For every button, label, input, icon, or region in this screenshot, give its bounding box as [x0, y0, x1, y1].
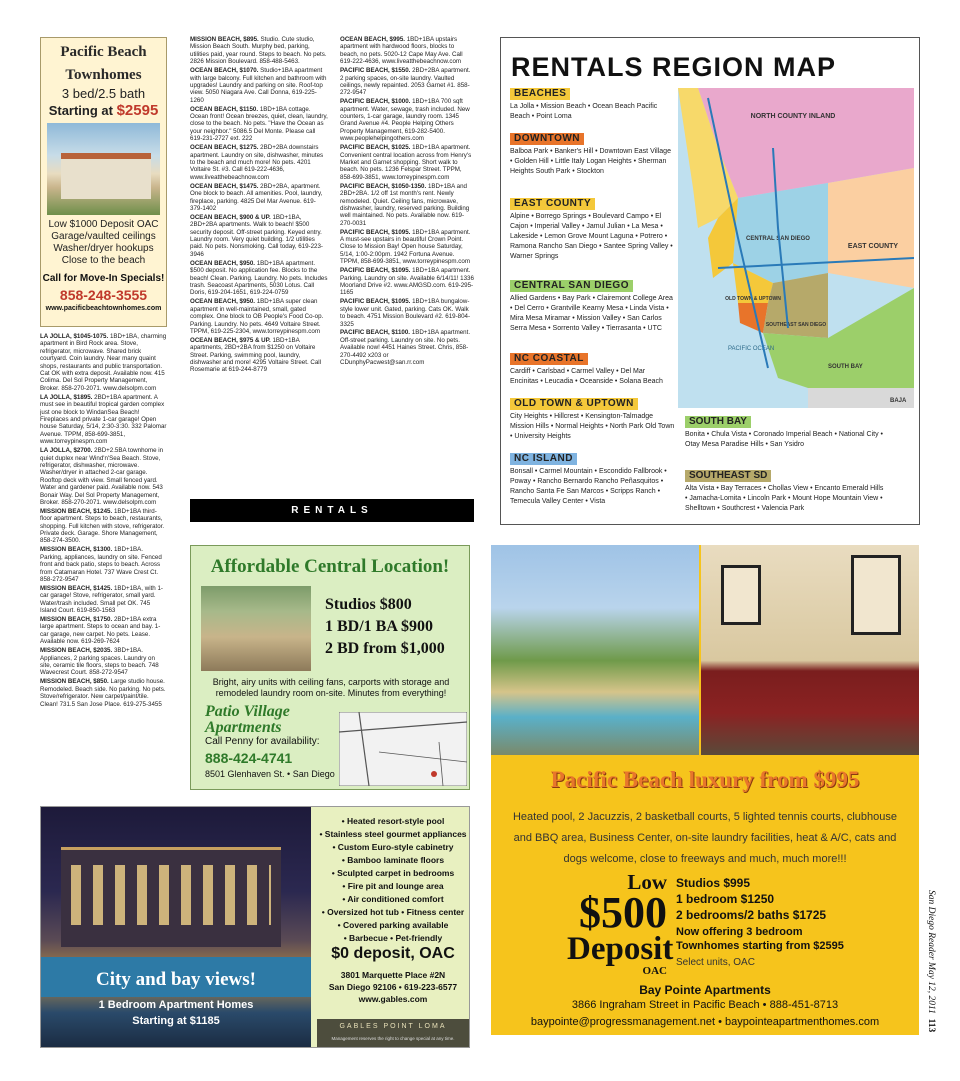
living-room-photo	[701, 545, 919, 755]
fine-print: Management reserves the right to change special at any time.	[331, 1036, 455, 1041]
listing-heading: PACIFIC BEACH, $1095.	[340, 298, 411, 306]
classified-listing	[40, 585, 167, 615]
region-heading: DOWNTOWN	[510, 133, 584, 145]
feature-line: • Heated resort-style pool	[341, 816, 445, 826]
listing-text: Studio. Cute studio, Mission Beach South. Murphy bed, parking, utilities paid, year round. Steps to beach. No pets. 2826 Mission Boulevard. 858-488-5463.	[190, 36, 327, 66]
classified-listing	[190, 106, 328, 143]
classified-listing	[340, 229, 474, 266]
map-title: RENTALS REGION MAP	[511, 52, 837, 82]
pacific-beach-townhomes-ad	[40, 37, 167, 327]
classified-listing	[190, 260, 328, 297]
pool-palms-photo	[491, 545, 699, 755]
offer-line: Townhomes starting from $2595	[676, 940, 844, 952]
low-label: Low	[627, 870, 667, 894]
classified-listing	[190, 214, 328, 258]
listing-heading: MISSION BEACH, $2035.	[40, 647, 113, 655]
feature-line: • Sculpted carpet in bedrooms	[331, 868, 455, 878]
phone-number[interactable]: 888-424-4741	[205, 750, 293, 766]
listing-heading: PACIFIC BEACH, $1100.	[340, 329, 411, 337]
listing-heading: MISSION BEACH, $1750.	[40, 616, 113, 624]
classified-listing	[340, 144, 474, 181]
feature-line: Close to the beach	[61, 255, 146, 266]
region-block	[510, 133, 675, 177]
listing-text: 1BD+1BA apartment. $500 deposit. No application fee. Blocks to the beach! Clean. Parking. Laundry. No pets. Includes trash. Seacoast Apartments, 5030 Lotus. Call Doris, 619-204-1651, 619-224-0759	[190, 259, 328, 297]
region-heading: NC COASTAL	[510, 353, 588, 365]
listing-heading: MISSION BEACH, $895.	[190, 36, 259, 43]
listings-column-3	[340, 36, 474, 494]
address-block	[317, 969, 469, 1005]
classified-listing	[340, 98, 474, 142]
listing-text: 1BD+1BA upstairs apartment with hardwood floors, blocks to beach, no pets. 5020-12 Cape May Ave. Call 619-222-4636, www.liveatthebeachnow.com	[340, 36, 463, 66]
region-block	[510, 280, 675, 334]
listing-text: 1BD+1BA bungalow-style lower unit. Gated, parking. Cats OK. Walk to beach. 4751 Mission Boulevard #2. 619-804-3325	[340, 298, 471, 328]
feature-line: • Barbecue • Pet-friendly	[343, 933, 443, 943]
gables-point-loma-ad	[40, 806, 470, 1048]
listing-heading: OCEAN BEACH, $1070.	[190, 67, 259, 75]
listing-text: 1BD+1BA, 2BD+2BA apartments. Walk to beach! $500 security deposit. Off-street parking. Keyed entry. Laundry room. Very quiet building. 1/2 utilities paid. No pets. Nonsmoking. Call today, 619-223-3946	[190, 213, 323, 258]
feature-line: • Stainless steel gourmet appliances	[319, 829, 467, 839]
region-areas: Alta Vista • Bay Terraces • Chollas View • Encanto Emerald Hills • Jamacha-Lomita • Lincoln Park • Mount Hope Mountain View • Shelltown • Southcrest • Valencia Park	[685, 485, 884, 512]
wall-art	[721, 565, 761, 625]
listing-heading: LA JOLLA, $2700.	[40, 447, 93, 455]
price-list	[676, 875, 826, 923]
ad-description: Heated pool, 2 Jacuzzis, 2 basketball courts, 5 lighted tennis courts, clubhouse and BBQ area, Business Center, on-site laundry facilities, heat & A/C, cats and dogs welcome, close to freeways and much, much more!!!	[512, 811, 897, 865]
listings-column-1	[40, 333, 167, 793]
listing-text: 2BD+1BA apartment. A must see in beautiful tropical garden complex just one block to WindanSea Beach! Fireplaces and private 1-car garage! Open house Saturday, 5/14, 2:30-3:30. 332 Palomar Avenue. TPPM, 858-699-3851, www.torreypinespm.com	[40, 393, 167, 446]
price-line: 1 BD/1 BA $900	[325, 618, 434, 635]
classified-listing	[340, 329, 474, 366]
region-heading: SOUTHEAST SD	[685, 470, 771, 482]
rentals-section-bar: RENTALS	[190, 499, 474, 522]
feature-line: • Air conditioned comfort	[342, 894, 444, 904]
listing-text: 1BD+1BA apartment. Off-street parking. Laundry on site. No pets. Available now! 4451 Haines Street. Chris, 858-270-4492 x203 or CDunphyPacwest@san.rr.com	[340, 329, 471, 367]
region-block	[510, 198, 675, 262]
classified-listing	[340, 36, 474, 66]
oac-label: OAC	[642, 965, 667, 977]
region-block	[685, 470, 885, 514]
region-block	[510, 88, 675, 122]
ad-subhead	[41, 997, 311, 1029]
deposit-text: $0 deposit, OAC	[331, 945, 455, 962]
map-label: SOUTH BAY	[828, 364, 863, 370]
website-link[interactable]: www.pacificbeachtownhomes.com	[45, 305, 162, 312]
region-areas: Balboa Park • Banker's Hill • Downtown East Village • Golden Hill • Little Italy Logan Heights • Sherman Heights South Park • Stockton	[510, 148, 671, 175]
feature-line: • Covered parking available	[337, 920, 449, 930]
townhome-photo	[47, 123, 160, 215]
patio-village-ad	[190, 545, 470, 790]
listing-text: 1BD+1BA apartment. Parking. Laundry on site. Available 6/14/11! 1336 Moorland Drive #2. www.AMGSD.com. 619-295-1165	[340, 267, 474, 297]
region-heading: CENTRAL SAN DIEGO	[510, 280, 633, 292]
classified-listing	[40, 616, 167, 646]
feature-line: • Oversized hot tub • Fitness center	[321, 907, 465, 917]
map-label: OLD TOWN & UPTOWN	[725, 296, 781, 302]
gables-logo	[317, 1019, 469, 1048]
address-line: 3866 Ingraham Street in Pacific Beach • 888-451-8713	[571, 999, 839, 1011]
region-block	[510, 398, 675, 442]
classified-listing	[40, 647, 167, 677]
publication-date: San Diego Reader May 12, 2011	[926, 890, 936, 1014]
brand-line: Apartments	[205, 719, 282, 736]
listing-heading: PACIFIC BEACH, $1025.	[340, 144, 411, 152]
listing-heading: MISSION BEACH, $1245.	[40, 507, 113, 515]
map-label: CENTRAL SAN DIEGO	[746, 236, 810, 242]
classified-listing	[190, 36, 328, 66]
listing-heading: OCEAN BEACH, $1150.	[190, 105, 259, 113]
deposit-label: Deposit	[567, 931, 674, 967]
listing-text: 2BD+2BA apartment. 2 parking spaces, on-site laundry. Vaulted ceilings, newly repainted. 2053 Garnet #1. 858-272-9547	[340, 67, 471, 97]
listing-text: 2BD+2.5BA townhome in quiet duplex near Wind'n'Sea Beach. Stove, refrigerator, dishwasher, microwave. Washer/dryer in attached 2-car garage. Rooftop deck with view. Small fenced yard. Water and gardener paid. Available now. 543 Bonair Way. Del Sol Property Management, Broker. 858-270-2071. www.delsolpm.com	[40, 447, 164, 506]
region-areas: Cardiff • Carlsbad • Carmel Valley • Del Mar Encinitas • Leucadia • Oceanside • Solana Beach	[510, 368, 663, 385]
contact-links[interactable]: baypointe@progressmanagement.net • baypointeapartmenthomes.com	[530, 1016, 880, 1028]
building-graphic	[61, 847, 281, 947]
region-heading: SOUTH BAY	[685, 416, 751, 428]
brand-line: Patio Village	[205, 703, 290, 720]
price-list	[325, 594, 445, 660]
listing-heading: MISSION BEACH, $850.	[40, 678, 109, 686]
listing-text: 1BD+1BA third-floor apartment. Steps to beach, restaurants, shopping. Full kitchen with stove, refrigerator. Private deck. Garage. Shore Management, 858-274-3500.	[40, 507, 165, 545]
address-line: San Diego 92106 • 619-223-6577	[328, 982, 458, 992]
address-line: 3801 Marquette Place #2N	[340, 970, 446, 980]
map-label: NORTH COUNTY INLAND	[750, 113, 836, 120]
region-areas: La Jolla • Mission Beach • Ocean Beach Pacific Beach • Point Loma	[510, 103, 658, 120]
region-areas: Bonita • Chula Vista • Coronado Imperial Beach • National City • Otay Mesa Paradise Hills • San Ysidro	[685, 431, 883, 448]
map-label: EAST COUNTY	[847, 243, 899, 250]
subhead-line: Starting at $1185	[132, 1015, 220, 1027]
feature-line: • Bamboo laminate floors	[341, 855, 445, 865]
listing-heading: PACIFIC BEACH, $1050-1350.	[340, 182, 427, 190]
region-areas: City Heights • Hillcrest • Kensington-Talmadge Mission Hills • Normal Heights • North Park Old Town • University Heights	[510, 413, 675, 440]
wall-art	[851, 555, 901, 635]
region-heading: EAST COUNTY	[510, 198, 595, 210]
listing-text: 1BD+1BA, with 1-car garage! Stove, refrigerator, small yard. Water/trash included. Small pet OK. 745 Island Court. 619-850-1563	[40, 584, 163, 615]
phone-number[interactable]: 858-248-3555	[59, 287, 148, 303]
deposit-callout	[567, 870, 674, 977]
classified-listing	[40, 508, 167, 545]
listing-text: 2BD+1BA extra large apartment. Steps to ocean and bay. 1-car garage, new carpet. No pets. Lease. Available now. 619-269-7624	[40, 616, 161, 646]
listing-heading: OCEAN BEACH, $950.	[190, 259, 255, 267]
bay-pointe-ad	[491, 545, 919, 1035]
ad-title-line2: Townhomes	[65, 67, 142, 83]
listing-text: 1BD+1BA apartments, 2BD+2BA from $1250 on Voltaire Street. Parking, swimming pool, laundry, dishwasher and more! 4295 Voltaire Street. Call Rosemarie at 619-244-8779	[190, 336, 322, 374]
classified-listing	[190, 67, 328, 104]
ad-title-line1: Pacific Beach	[60, 44, 147, 60]
listings-column-2	[190, 36, 328, 494]
feature-line: Garage/vaulted ceilings	[51, 231, 156, 242]
price-line: 2 bedrooms/2 baths $1725	[676, 908, 827, 922]
logo-text: GABLES POINT LOMA	[339, 1023, 447, 1030]
listing-text: 1BD+1BA. Parking, appliances, laundry on site. Fenced front and back patio, steps to beach. Across from Catamaran Hotel. 737 Wave Crest Ct. 858-272-9547	[40, 546, 162, 583]
listing-text: Large studio house. Remodeled. Beach side. No parking. No pets. Stove/refrigerator. New carpet/paint/tile. Clean! 731.5 San Jose Place. 619-275-3455	[40, 678, 166, 708]
location-mini-map	[339, 712, 467, 786]
listing-heading: PACIFIC BEACH, $1095.	[340, 228, 411, 236]
listing-heading: OCEAN BEACH, $1475.	[190, 182, 259, 190]
region-block	[510, 353, 675, 387]
listing-text: 3BD+1BA. Appliances, 2 parking spaces. Laundry on site, ceramic tile floors, steps to beach. 748 Wavecrest Court. 858-272-9547	[40, 647, 159, 677]
feature-list	[317, 815, 469, 945]
ad-beds: 3 bed/2.5 bath	[61, 86, 146, 101]
folio-text	[926, 890, 936, 1032]
classified-listing	[190, 183, 328, 213]
page-folio	[912, 890, 942, 1040]
listing-heading: OCEAN BEACH, $1275.	[190, 144, 259, 152]
website-link[interactable]: www.gables.com	[358, 994, 428, 1004]
listing-text: Studio+1BA apartment with large balcony. Full kitchen and bathroom with upgrades! Laundry and parking on site. Roof-top view. 5050 Niagara Ave. Call Donna, 619-225-1260	[190, 67, 327, 104]
listing-heading: OCEAN BEACH, $975 & UP.	[190, 336, 271, 344]
price-line: 1 bedroom $1250	[676, 892, 775, 906]
ad-headline: Pacific Beach luxury from $995	[550, 767, 860, 792]
listing-heading: OCEAN BEACH, $995.	[340, 36, 405, 43]
price-line: Studios $800	[325, 596, 412, 613]
ad-headline: Affordable Central Location!	[210, 556, 450, 577]
call-text: Call Penny for availability:	[205, 736, 320, 747]
listing-text: 1BD+1BA, charming apartment in Bird Rock area. Stove, refrigerator, microwave. Shared brick courtyard. Coin laundry. Near many quaint shops, restaurants and public transportation. Cat OK with extra deposit. Available now. 415 Colima. Del Sol Property Management, Broker. 858-270-2071. www.delsolpm.com	[40, 333, 167, 392]
classified-listing	[340, 298, 474, 328]
map-label: BAJA	[890, 398, 907, 404]
call-text: Call for Move-In Specials!	[42, 273, 165, 284]
classified-listing	[40, 678, 167, 708]
feature-line: • Custom Euro-style cabinetry	[332, 842, 454, 852]
ad-headline: City and bay views!	[96, 969, 256, 990]
classified-listing	[40, 394, 167, 446]
ad-description: Bright, airy units with ceiling fans, carports with storage and remodeled laundry room on-site. Minutes from everything!	[212, 677, 450, 698]
offer-text	[676, 925, 844, 953]
classified-listing	[40, 546, 167, 583]
classified-listing	[190, 298, 328, 335]
offer-line: Now offering 3 bedroom	[676, 926, 803, 938]
listing-text: 1BD+1BA apartment. Convenient central location across from Henry's Market and Garnet shopping. Short walk to beach. No pets. 1236 Felspar Street. TPPM, 858-699-3851, www.torreypinespm.com	[340, 144, 472, 181]
listing-text: 1BD+1BA apartment. A must-see upstairs in beautiful Crown Point. Close to Mission Bay! Open house Saturday, 5/14, 1:00-2:00pm. 1942 Fortuna Avenue. TPPM, 858-699-3851, www.torreypinespm.com	[340, 228, 471, 266]
listing-text: 1BD+1BA and 2BD+2BA. 1/2 off 1st month's rent. Newly remodeled. Quiet. Ceiling fans, microwave, dishwasher, laundry, reserved parking. Building well maintained. No pets. Available now. 619-270-0031	[340, 182, 470, 227]
ad-features	[41, 219, 166, 267]
classified-listing	[40, 447, 167, 506]
listing-heading: OCEAN BEACH, $900 & UP.	[190, 213, 271, 221]
region-map-graphic	[678, 88, 914, 408]
courtyard-photo	[201, 586, 311, 671]
listing-heading: PACIFIC BEACH, $1550.	[340, 67, 411, 75]
listing-heading: MISSION BEACH, $1425.	[40, 584, 113, 592]
region-areas: Bonsall • Carmel Mountain • Escondido Fallbrook • Poway • Rancho Bernardo Rancho Peñasquitos • Rancho Santa Fe San Marcos • Scripps Ranch • Temecula Valley Center • Vista	[510, 468, 667, 505]
classified-listing	[340, 267, 474, 297]
address: 8501 Glenhaven St. • San Diego	[205, 769, 335, 779]
region-heading: OLD TOWN & UPTOWN	[510, 398, 638, 410]
listing-heading: PACIFIC BEACH, $1095.	[340, 267, 411, 275]
region-block	[510, 453, 675, 507]
classified-listing	[340, 67, 474, 97]
region-heading: BEACHES	[510, 88, 570, 100]
feature-line: Washer/dryer hookups	[53, 243, 154, 254]
map-label: PACIFIC OCEAN	[728, 346, 775, 352]
select-units-note: Select units, OAC	[676, 957, 755, 968]
feature-line: • Fire pit and lounge area	[342, 881, 444, 891]
classified-listing	[40, 333, 167, 392]
rentals-region-map	[500, 37, 920, 525]
ad-starting	[41, 102, 166, 119]
east-county-area	[828, 168, 914, 288]
central-san-diego-area	[733, 183, 828, 283]
listing-text: 1BD+1BA cottage. Ocean front! Ocean breezes, quiet, clean, laundry, close to the beach. No pets. "Have the Ocean as your neighbor." 5086.5 Del Monte. Please call 619-231-2727 ext. 222	[190, 105, 328, 143]
map-label: SOUTHEAST SAN DIEGO	[765, 322, 827, 328]
page-number: 113	[926, 1018, 936, 1033]
region-block	[685, 416, 885, 450]
deposit-amount: $500	[579, 888, 667, 937]
listing-heading: OCEAN BEACH, $950.	[190, 298, 255, 306]
price-line: Studios $995	[676, 876, 751, 890]
feature-line: Low $1000 Deposit OAC	[48, 219, 159, 230]
listing-text: 1BD+1BA 700 sqft apartment. Water, sewage, trash included. New counters, 1-car garage, laundry room. 1345 Grand Avenue #4. People Helping Others Property Management, 619-282-5400. www.peoplehelpingothers.com	[340, 98, 470, 143]
listing-heading: LA JOLLA, $1045-1075.	[40, 333, 109, 340]
starting-price: $2595	[116, 102, 159, 119]
listing-text: 1BD+1BA super clean apartment in well-maintained, small, gated complex. One block to OB People's Food Co-op. Parking. Laundry. No pets. 4649 Voltaire Street. TPPM, 619-225-2304, www.torreypinespm.com	[190, 298, 324, 335]
region-heading: NC ISLAND	[510, 453, 577, 465]
listing-text: 2BD+2BA downstairs apartment. Laundry on site, dishwasher, minutes to the beach and much more! No pets. 4201 Voltaire St. #3. Call 619-222-4636, www.liveatthebeachnow.com	[190, 144, 324, 181]
subhead-line: 1 Bedroom Apartment Homes	[98, 999, 254, 1011]
listing-heading: LA JOLLA, $1895.	[40, 393, 93, 401]
price-line: 2 BD from $1,000	[325, 640, 445, 657]
region-areas: Alpine • Borrego Springs • Boulevard Campo • El Cajon • Imperial Valley • Jamul Julian • La Mesa • Lakeside • Lemon Grove Mount Laguna • Potrero • Ramona Rancho San Diego • Santee Spring Valley • Warner Springs	[510, 213, 673, 260]
property-name: Bay Pointe Apartments	[639, 983, 771, 997]
classified-listing	[190, 144, 328, 181]
brand-logo	[205, 704, 290, 736]
listing-text: 2BD+2BA, apartment. One block to beach. All amenities. Pool, laundry, fireplace, parking. 4825 Del Mar Avenue. 619-379-1402	[190, 182, 323, 212]
classified-listing	[340, 183, 474, 227]
listing-heading: MISSION BEACH, $1300.	[40, 546, 113, 554]
classified-listing	[190, 337, 328, 374]
starting-label: Starting at	[48, 103, 117, 118]
region-areas: Allied Gardens • Bay Park • Clairemont College Area • Del Cerro • Grantville Kearny Mesa • Linda Vista • Mira Mesa Miramar • Mission Valley • San Carlos Serra Mesa • Sorrento Valley • Tierrasanta • UTC	[510, 295, 673, 332]
listing-heading: PACIFIC BEACH, $1000.	[340, 98, 411, 106]
